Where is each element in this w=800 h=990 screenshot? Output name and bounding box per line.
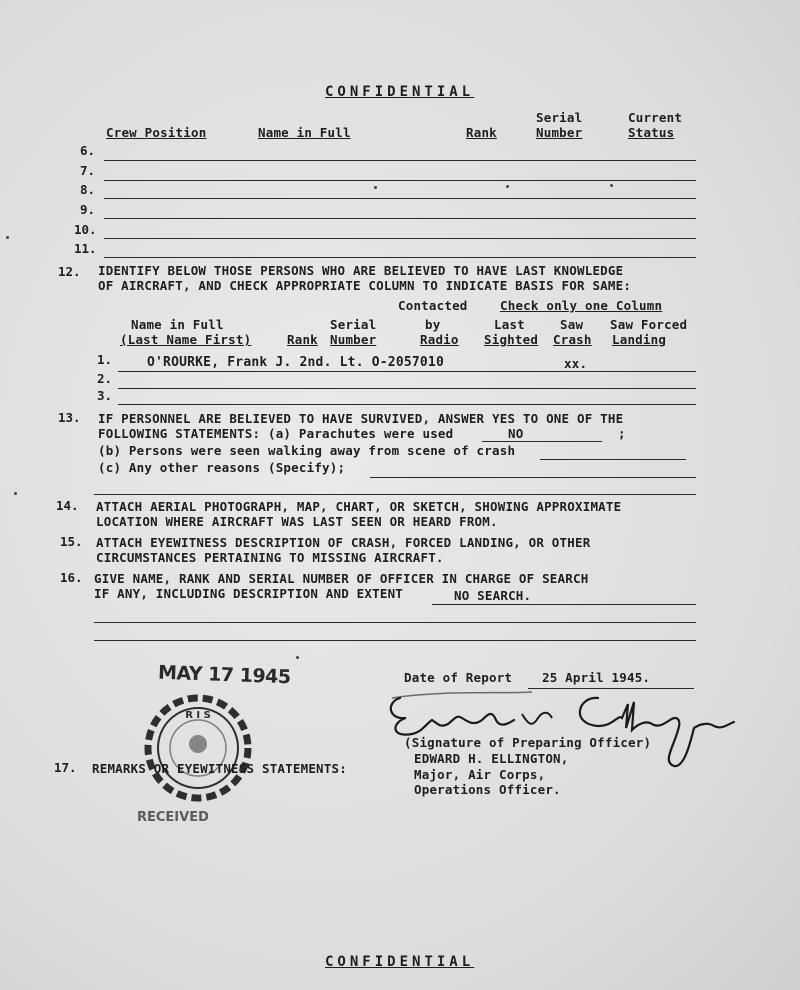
col-check-only-one: Check only one Column [500,298,663,313]
answer-line [540,459,686,460]
section-13-answer-a: NO [508,426,524,441]
answer-line [94,622,696,623]
header-status-l2: Status [628,125,675,140]
col-crash: Crash [553,332,592,347]
section-16-answer: NO SEARCH. [454,588,532,603]
section-15-text: CIRCUMSTANCES PERTAINING TO MISSING AIRCRAFT. [96,550,444,565]
col-serial-l1: Serial [330,317,377,332]
row-number: 6. [80,143,96,158]
section-15-number: 15. [60,534,83,549]
section-12-text: IDENTIFY BELOW THOSE PERSONS WHO ARE BELIEVED TO HAVE LAST KNOWLEDGE [98,263,624,278]
section-16-text: IF ANY, INCLUDING DESCRIPTION AND EXTENT [94,586,404,601]
s12-row-number: 3. [97,388,113,403]
section-13-semicolon: ; [618,426,626,441]
col-landing: Landing [612,332,667,347]
section-13-number: 13. [58,410,81,425]
header-rank: Rank [466,125,497,140]
header-serial-l2: Number [536,125,583,140]
report-date-value: 25 April 1945. [542,670,651,685]
scan-speck [374,186,377,189]
bottom-classification: CONFIDENTIAL [325,954,475,970]
received-stamp-text: RECEIVED [137,810,209,825]
scan-speck [506,185,509,188]
report-date-label: Date of Report [404,670,513,685]
row-line [104,218,696,219]
col-rank: Rank [287,332,318,347]
answer-line [94,640,696,641]
row-number: 7. [80,163,96,178]
header-name-in-full: Name in Full [258,125,351,140]
col-name-l2: (Last Name First) [120,332,252,347]
signature-caption: (Signature of Preparing Officer) [404,735,652,750]
section-14-number: 14. [56,498,79,513]
s12-row-number: 2. [97,371,113,386]
top-classification: CONFIDENTIAL [325,84,475,100]
row-line [104,180,696,181]
section-12-text: OF AIRCRAFT, AND CHECK APPROPRIATE COLUMN TO INDICATE BASIS FOR SAME: [98,278,632,293]
s12-row-number: 1. [97,352,113,367]
row-line [104,160,696,161]
answer-line [482,441,602,442]
seal-stamp-icon [140,694,258,804]
section-15-text: ATTACH EYEWITNESS DESCRIPTION OF CRASH, FORCED LANDING, OR OTHER [96,535,591,550]
row-number: 9. [80,202,96,217]
col-radio: Radio [420,332,459,347]
header-status-l1: Current [628,110,683,125]
row-number: 10. [74,222,97,237]
section-13-text: FOLLOWING STATEMENTS: (a) Parachutes were used [98,426,454,441]
col-contacted: Contacted [398,298,468,313]
row-line [104,198,696,199]
col-last: Last [494,317,525,332]
col-saw: Saw [560,317,584,332]
scan-speck [6,236,9,239]
col-by: by [425,317,441,332]
officer-rank: Major, Air Corps, [414,767,546,782]
row-number: 11. [74,241,97,256]
section-17-text: REMARKS OR EYEWITNESS STATEMENTS: [92,761,347,776]
section-14-text: ATTACH AERIAL PHOTOGRAPH, MAP, CHART, OR SKETCH, SHOWING APPROXIMATE [96,499,622,514]
svg-text:R I S: R I S [185,710,211,721]
section-16-number: 16. [60,570,83,585]
answer-line [370,477,696,478]
section-17-number: 17. [54,760,77,775]
s12-row-mark: xx. [564,356,588,371]
s12-row-entry: O'ROURKE, Frank J. 2nd. Lt. O-2057010 [147,355,444,370]
scan-speck [296,656,299,659]
section-16-text: GIVE NAME, RANK AND SERIAL NUMBER OF OFFICER IN CHARGE OF SEARCH [94,571,589,586]
section-14-text: LOCATION WHERE AIRCRAFT WAS LAST SEEN OR HEARD FROM. [96,514,498,529]
scan-speck [14,492,17,495]
officer-title: Operations Officer. [414,782,561,797]
row-number: 8. [80,182,96,197]
col-name-l1: Name in Full [131,317,224,332]
row-line [104,238,696,239]
section-13-text-c: (c) Any other reasons (Specify); [98,460,346,475]
row-line [118,388,696,389]
received-stamp-date: MAY 17 1945 [157,661,291,689]
header-crew-position: Crew Position [106,125,207,140]
row-line [104,257,696,258]
row-line [118,404,696,405]
col-serial-l2: Number [330,332,377,347]
section-13-text-b: (b) Persons were seen walking away from scene of crash [98,443,516,458]
section-13-text: IF PERSONNEL ARE BELIEVED TO HAVE SURVIVED, ANSWER YES TO ONE OF THE [98,411,624,426]
col-saw-forced: Saw Forced [610,317,688,332]
answer-line [94,494,696,495]
answer-line [432,604,696,605]
officer-name: EDWARD H. ELLINGTON, [414,751,569,766]
header-serial-l1: Serial [536,110,583,125]
col-sighted: Sighted [484,332,539,347]
row-line [118,371,696,372]
section-12-number: 12. [58,264,81,279]
scan-speck [610,184,613,187]
